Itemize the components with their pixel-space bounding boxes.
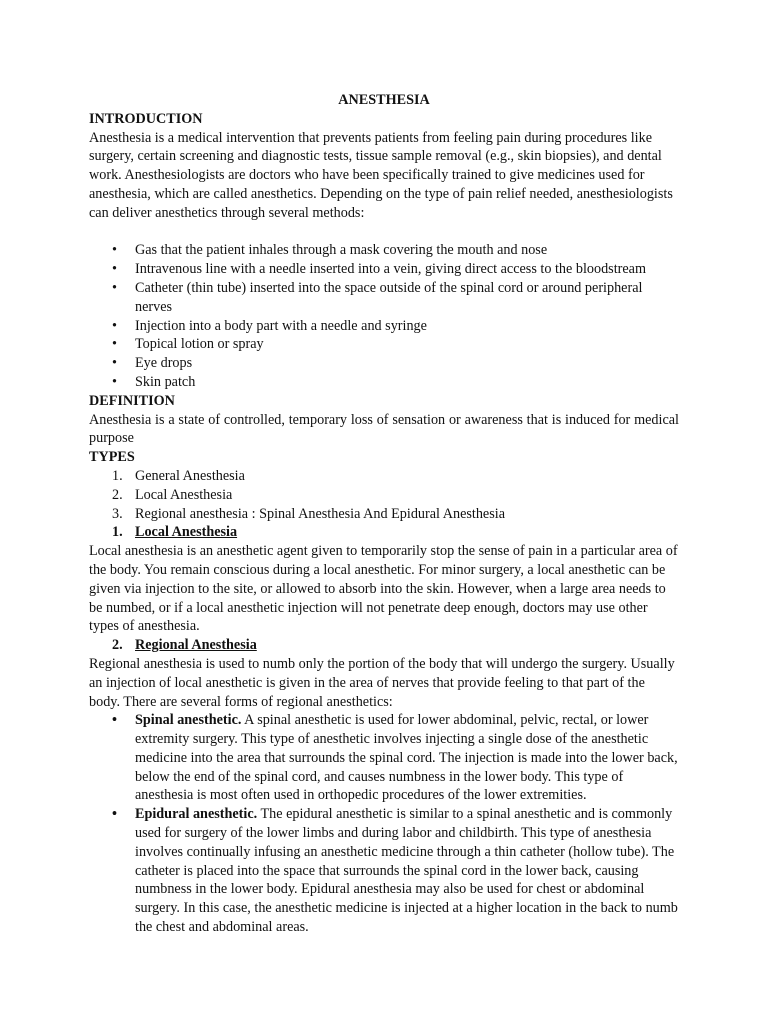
list-text: Regional anesthesia : Spinal Anesthesia And Epidural Anesthesia: [135, 505, 505, 522]
section-label: Regional Anesthesia: [135, 637, 257, 654]
list-item: [89, 711, 679, 805]
form-text: The epidural anesthetic is similar to a spinal anesthetic and is commonly used for surgery of the lower limbs and during labor and childbirth. This type of anesthesia involves continually infusing an anesthetic medicine through a thin catheter (hollow tube). The catheter is placed into the space that surrounds the spinal cord in the lower back, causing numbness in the lower body. Epidural anesthesia may also be used for chest or abdominal surgery. In this case, the anesthetic medicine is injected at a higher location in the back to numb the chest and abdominal areas.: [135, 806, 678, 936]
list-number: 1.: [112, 467, 123, 484]
form-term: Spinal anesthetic.: [135, 712, 242, 729]
section-number: 2.: [112, 637, 123, 654]
list-item: • Intravenous line with a needle inserted into a vein, giving direct access to the bloodstream: [89, 260, 679, 279]
introduction-paragraph: Anesthesia is a medical intervention that prevents patients from feeling pain during procedures like surgery, certain screening and diagnostic tests, tissue sample removal (e.g., skin biopsies), and dental work. Anesthesiologists are doctors who have been specifically trained to give medicines used for anesthesia, which are called anesthetics. Depending on the type of pain relief needed, anesthesiologists can deliver anesthetics through several methods:: [89, 129, 673, 221]
list-item: • Catheter (thin tube) inserted into the space outside of the spinal cord or around peripheral nerves: [89, 279, 679, 317]
list-number: 3.: [112, 505, 123, 522]
regional-anesthesia-text: Regional anesthesia is used to numb only the portion of the body that will undergo the surgery. Usually an injection of local anesthetic is given in the area of nerves that provide feeling to that part of the body. There are several forms of regional anesthetics:: [89, 655, 675, 710]
list-item: [89, 805, 679, 937]
types-list: [89, 467, 679, 523]
list-item: [89, 486, 679, 505]
document-title: ANESTHESIA: [338, 92, 430, 108]
list-item: • Injection into a body part with a needle and syringe: [89, 317, 679, 336]
list-text: Local Anesthesia: [135, 486, 233, 503]
local-anesthesia-text: Local anesthesia is an anesthetic agent given to temporarily stop the sense of pain in a particular area of the body. You remain conscious during a local anesthetic. For minor surgery, a local anesthetic can be given via injection to the site, or allowed to absorb into the skin. However, when a large area needs to be numbed, or if a local anesthetic injection will not penetrate deep enough, doctors may use other types of anesthesia.: [89, 543, 678, 635]
introduction-heading: INTRODUCTION: [89, 110, 203, 127]
list-item: [89, 467, 679, 486]
form-term: Epidural anesthetic.: [135, 806, 258, 823]
definition-text: Anesthesia is a state of controlled, temporary loss of sensation or awareness that is induced for medical purpose: [89, 411, 679, 447]
section-number: 1.: [112, 524, 123, 541]
regional-anesthesia-heading: [89, 636, 679, 655]
types-heading: TYPES: [89, 449, 135, 466]
list-number: 2.: [112, 486, 123, 503]
regional-forms-list: [89, 711, 679, 937]
methods-list: [89, 241, 679, 391]
list-item: [89, 505, 679, 524]
list-text: General Anesthesia: [135, 467, 245, 484]
definition-heading: DEFINITION: [89, 392, 175, 409]
form-text: A spinal anesthetic is used for lower abdominal, pelvic, rectal, or lower extremity surgery. This type of anesthetic involves injecting a single dose of the anesthetic medicine into the area that surrounds the spinal cord. The injection is made into the lower back, below the end of the spinal cord, and causes numbness in the lower body. This type of anesthesia is most often used in orthopedic procedures of the lower extremities.: [135, 712, 678, 804]
list-item: • Gas that the patient inhales through a mask covering the mouth and nose: [89, 241, 679, 260]
list-item: • Eye drops: [89, 354, 679, 373]
local-anesthesia-heading: [89, 523, 679, 542]
section-label: Local Anesthesia: [135, 524, 238, 541]
list-item: • Skin patch: [89, 373, 679, 392]
document-page: [89, 91, 679, 937]
list-item: • Topical lotion or spray: [89, 335, 679, 354]
